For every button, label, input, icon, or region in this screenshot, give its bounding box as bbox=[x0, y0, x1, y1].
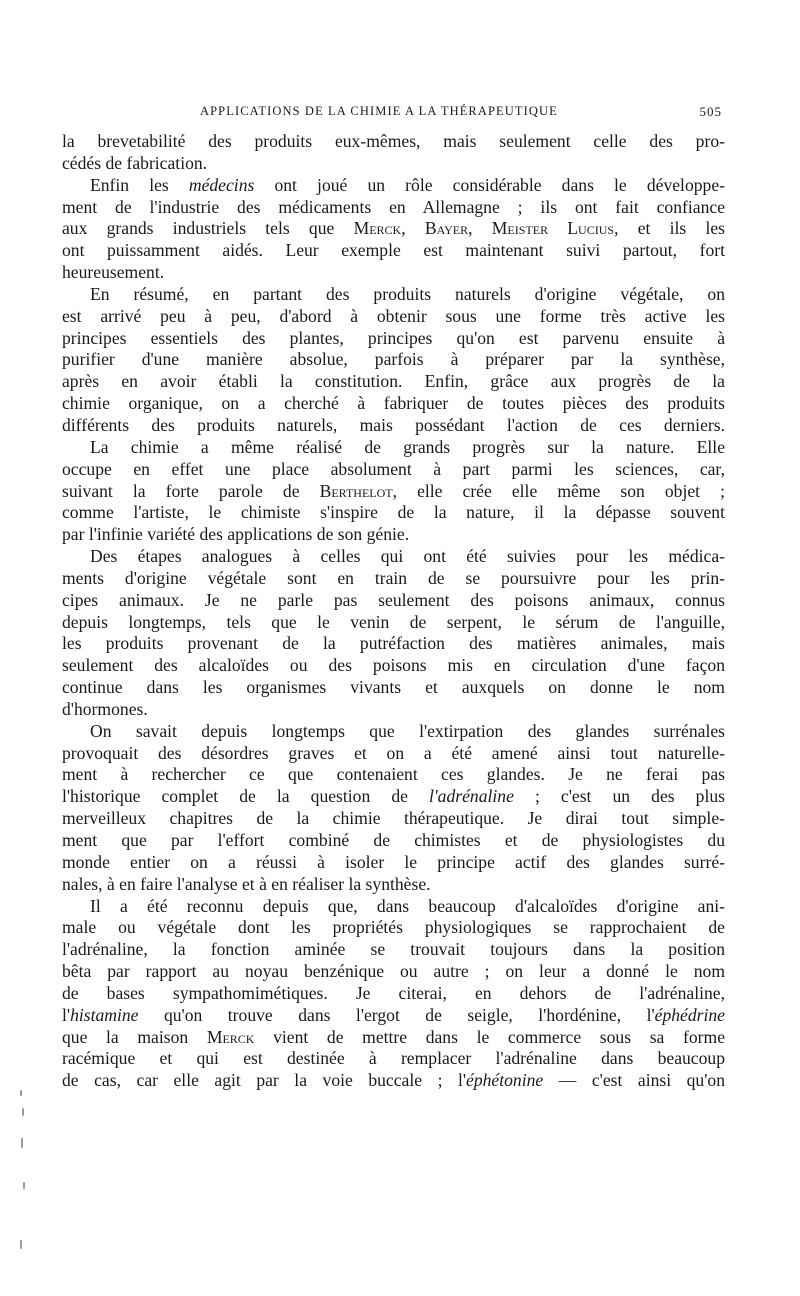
text-line: de bases sympathomimétiques. Je citerai, en dehors de l'adrénaline, bbox=[62, 982, 725, 1003]
running-head bbox=[62, 104, 722, 124]
company-name: Bayer bbox=[424, 218, 469, 239]
text-line: cédés de fabrication. bbox=[62, 152, 208, 173]
text-line: La chimie a même réalisé de grands progrès sur la nature. Elle bbox=[90, 436, 725, 457]
scan-speck bbox=[22, 1108, 24, 1116]
italic-term: histamine bbox=[70, 1004, 139, 1025]
text-fragment: , bbox=[401, 218, 425, 239]
text-fragment: , et ils les bbox=[614, 218, 726, 239]
company-name: Merck bbox=[206, 1026, 255, 1047]
paragraph-5 bbox=[62, 546, 725, 721]
text-line: l'adrénaline, la fonction aminée se trouvait toujours dans la position bbox=[62, 939, 725, 960]
scan-speck bbox=[20, 1240, 22, 1249]
scan-speck bbox=[20, 1090, 22, 1096]
text-line bbox=[62, 175, 725, 197]
text-line: En résumé, en partant des produits naturels d'origine végétale, on bbox=[90, 283, 725, 304]
text-line: depuis longtemps, tels que le venin de serpent, le sérum de l'anguille, bbox=[62, 611, 725, 632]
text-line: male ou végétale dont les propriétés physiologiques se rapprochaient de bbox=[62, 917, 725, 938]
text-line bbox=[62, 1005, 725, 1027]
italic-term: l'adrénaline bbox=[429, 786, 514, 807]
text-line: On savait depuis longtemps que l'extirpation des glandes surrénales bbox=[90, 720, 725, 741]
text-fragment: de cas, car elle agit par la voie buccale ; l' bbox=[62, 1070, 467, 1091]
text-line: par l'infinie variété des applications de son génie. bbox=[62, 524, 410, 545]
text-line: ment que par l'effort combiné de chimistes et de physiologistes du bbox=[62, 830, 725, 850]
text-line: est arrivé peu à peu, d'abord à obtenir sous une forme très active les bbox=[62, 305, 725, 326]
paragraph-1 bbox=[62, 131, 725, 175]
author-name: Berthelot bbox=[319, 480, 393, 501]
text-line: ments d'origine végétale sont en train de se poursuivre pour les prin- bbox=[62, 567, 725, 588]
text-fragment: qu'on trouve dans l'ergot de seigle, l'hordénine, l' bbox=[138, 1004, 655, 1025]
text-line: Des étapes analogues à celles qui ont été suivies pour les médica- bbox=[90, 546, 725, 567]
text-line: purifier d'une manière absolue, parfois à préparer par la synthèse, bbox=[62, 349, 725, 370]
text-line: Il a été reconnu depuis que, dans beaucoup d'alcaloïdes d'origine ani- bbox=[90, 895, 725, 916]
text-line bbox=[62, 786, 725, 808]
page-number: 505 bbox=[699, 104, 722, 119]
text-line: occupe en effet une place absolument à part parmi les sciences, car, bbox=[62, 458, 725, 479]
text-line: les produits provenant de la putréfaction des matières animales, mais bbox=[62, 633, 725, 654]
text-line: ont puissamment aidés. Leur exemple est maintenant suivi partout, fort bbox=[62, 240, 725, 261]
text-fragment: Enfin les bbox=[90, 174, 189, 195]
text-line: ment à rechercher ce que contenaient ces glandes. Je ne ferai pas bbox=[62, 764, 725, 785]
italic-term: éphétonine bbox=[466, 1070, 544, 1091]
text-fragment: que la maison bbox=[62, 1026, 207, 1047]
text-line bbox=[62, 1070, 725, 1092]
text-fragment: vient de mettre dans le commerce sous sa forme bbox=[254, 1026, 725, 1047]
text-fragment: suivant la forte parole de bbox=[62, 480, 320, 501]
text-line: merveilleux chapitres de la chimie thérapeutique. Je dirai tout simple- bbox=[62, 808, 725, 829]
text-fragment: l'historique complet de la question de bbox=[62, 786, 429, 807]
text-line: la brevetabilité des produits eux-mêmes, mais seulement celle des pro- bbox=[62, 131, 725, 151]
text-fragment: ont joué un rôle considérable dans le développe- bbox=[254, 174, 725, 195]
text-line: ment de l'industrie des médicaments en Allemagne ; ils ont fait confiance bbox=[62, 196, 725, 217]
text-line bbox=[62, 481, 725, 503]
text-fragment: ; c'est un des plus bbox=[513, 786, 725, 807]
text-line: provoquait des désordres graves et on a été amené ainsi tout naturelle- bbox=[62, 742, 725, 763]
text-fragment: , elle crée elle même son objet ; bbox=[392, 480, 725, 501]
company-name: Merck bbox=[353, 218, 402, 239]
text-fragment: — c'est ainsi qu'on bbox=[543, 1070, 725, 1091]
text-line: après en avoir établi la constitution. Enfin, grâce aux progrès de la bbox=[62, 371, 725, 392]
paragraph-7 bbox=[62, 896, 725, 1093]
paragraph-2 bbox=[62, 175, 725, 284]
text-line bbox=[62, 218, 725, 240]
italic-term: éphédrine bbox=[654, 1004, 725, 1025]
text-line: chimie organique, on a cherché à fabriquer de toutes pièces des produits bbox=[62, 393, 725, 414]
running-title: APPLICATIONS DE LA CHIMIE A LA THÉRAPEUTIQUE bbox=[200, 104, 558, 118]
text-line: d'hormones. bbox=[62, 698, 148, 719]
body-text bbox=[62, 131, 725, 1092]
margin-specks bbox=[18, 1090, 32, 1290]
text-line: monde entier on a réussi à isoler le principe actif des glandes surré- bbox=[62, 851, 725, 872]
scan-speck bbox=[23, 1182, 25, 1189]
text-fragment: aux grands industriels tels que bbox=[62, 218, 354, 239]
paragraph-6 bbox=[62, 721, 725, 896]
text-line: principes essentiels des plantes, principes qu'on est parvenu ensuite à bbox=[62, 327, 725, 348]
text-fragment: l' bbox=[62, 1004, 71, 1025]
text-line: cipes animaux. Je ne parle pas seulement des poisons animaux, connus bbox=[62, 589, 725, 610]
paragraph-3 bbox=[62, 284, 725, 437]
text-fragment: , bbox=[468, 218, 492, 239]
text-line bbox=[62, 1027, 725, 1049]
scan-speck bbox=[21, 1138, 23, 1148]
text-line: nales, à en faire l'analyse et à en réaliser la synthèse. bbox=[62, 873, 431, 894]
text-line: racémique et qui est destinée à remplacer l'adrénaline dans beaucoup bbox=[62, 1048, 725, 1069]
text-line: seulement des alcaloïdes ou des poisons mis en circulation d'une façon bbox=[62, 655, 725, 676]
paragraph-4 bbox=[62, 437, 725, 546]
company-name: Meister Lucius bbox=[491, 218, 615, 239]
text-line: continue dans les organismes vivants et auxquels on donne le nom bbox=[62, 677, 725, 698]
text-line: différents des produits naturels, mais possédant l'action de ces derniers. bbox=[62, 414, 725, 435]
text-line: bêta par rapport au noyau benzénique ou autre ; on leur a donné le nom bbox=[62, 961, 725, 982]
text-line: comme l'artiste, le chimiste s'inspire de la nature, il la dépasse souvent bbox=[62, 502, 725, 523]
italic-term: médecins bbox=[188, 174, 255, 195]
text-line: heureusement. bbox=[62, 262, 165, 283]
